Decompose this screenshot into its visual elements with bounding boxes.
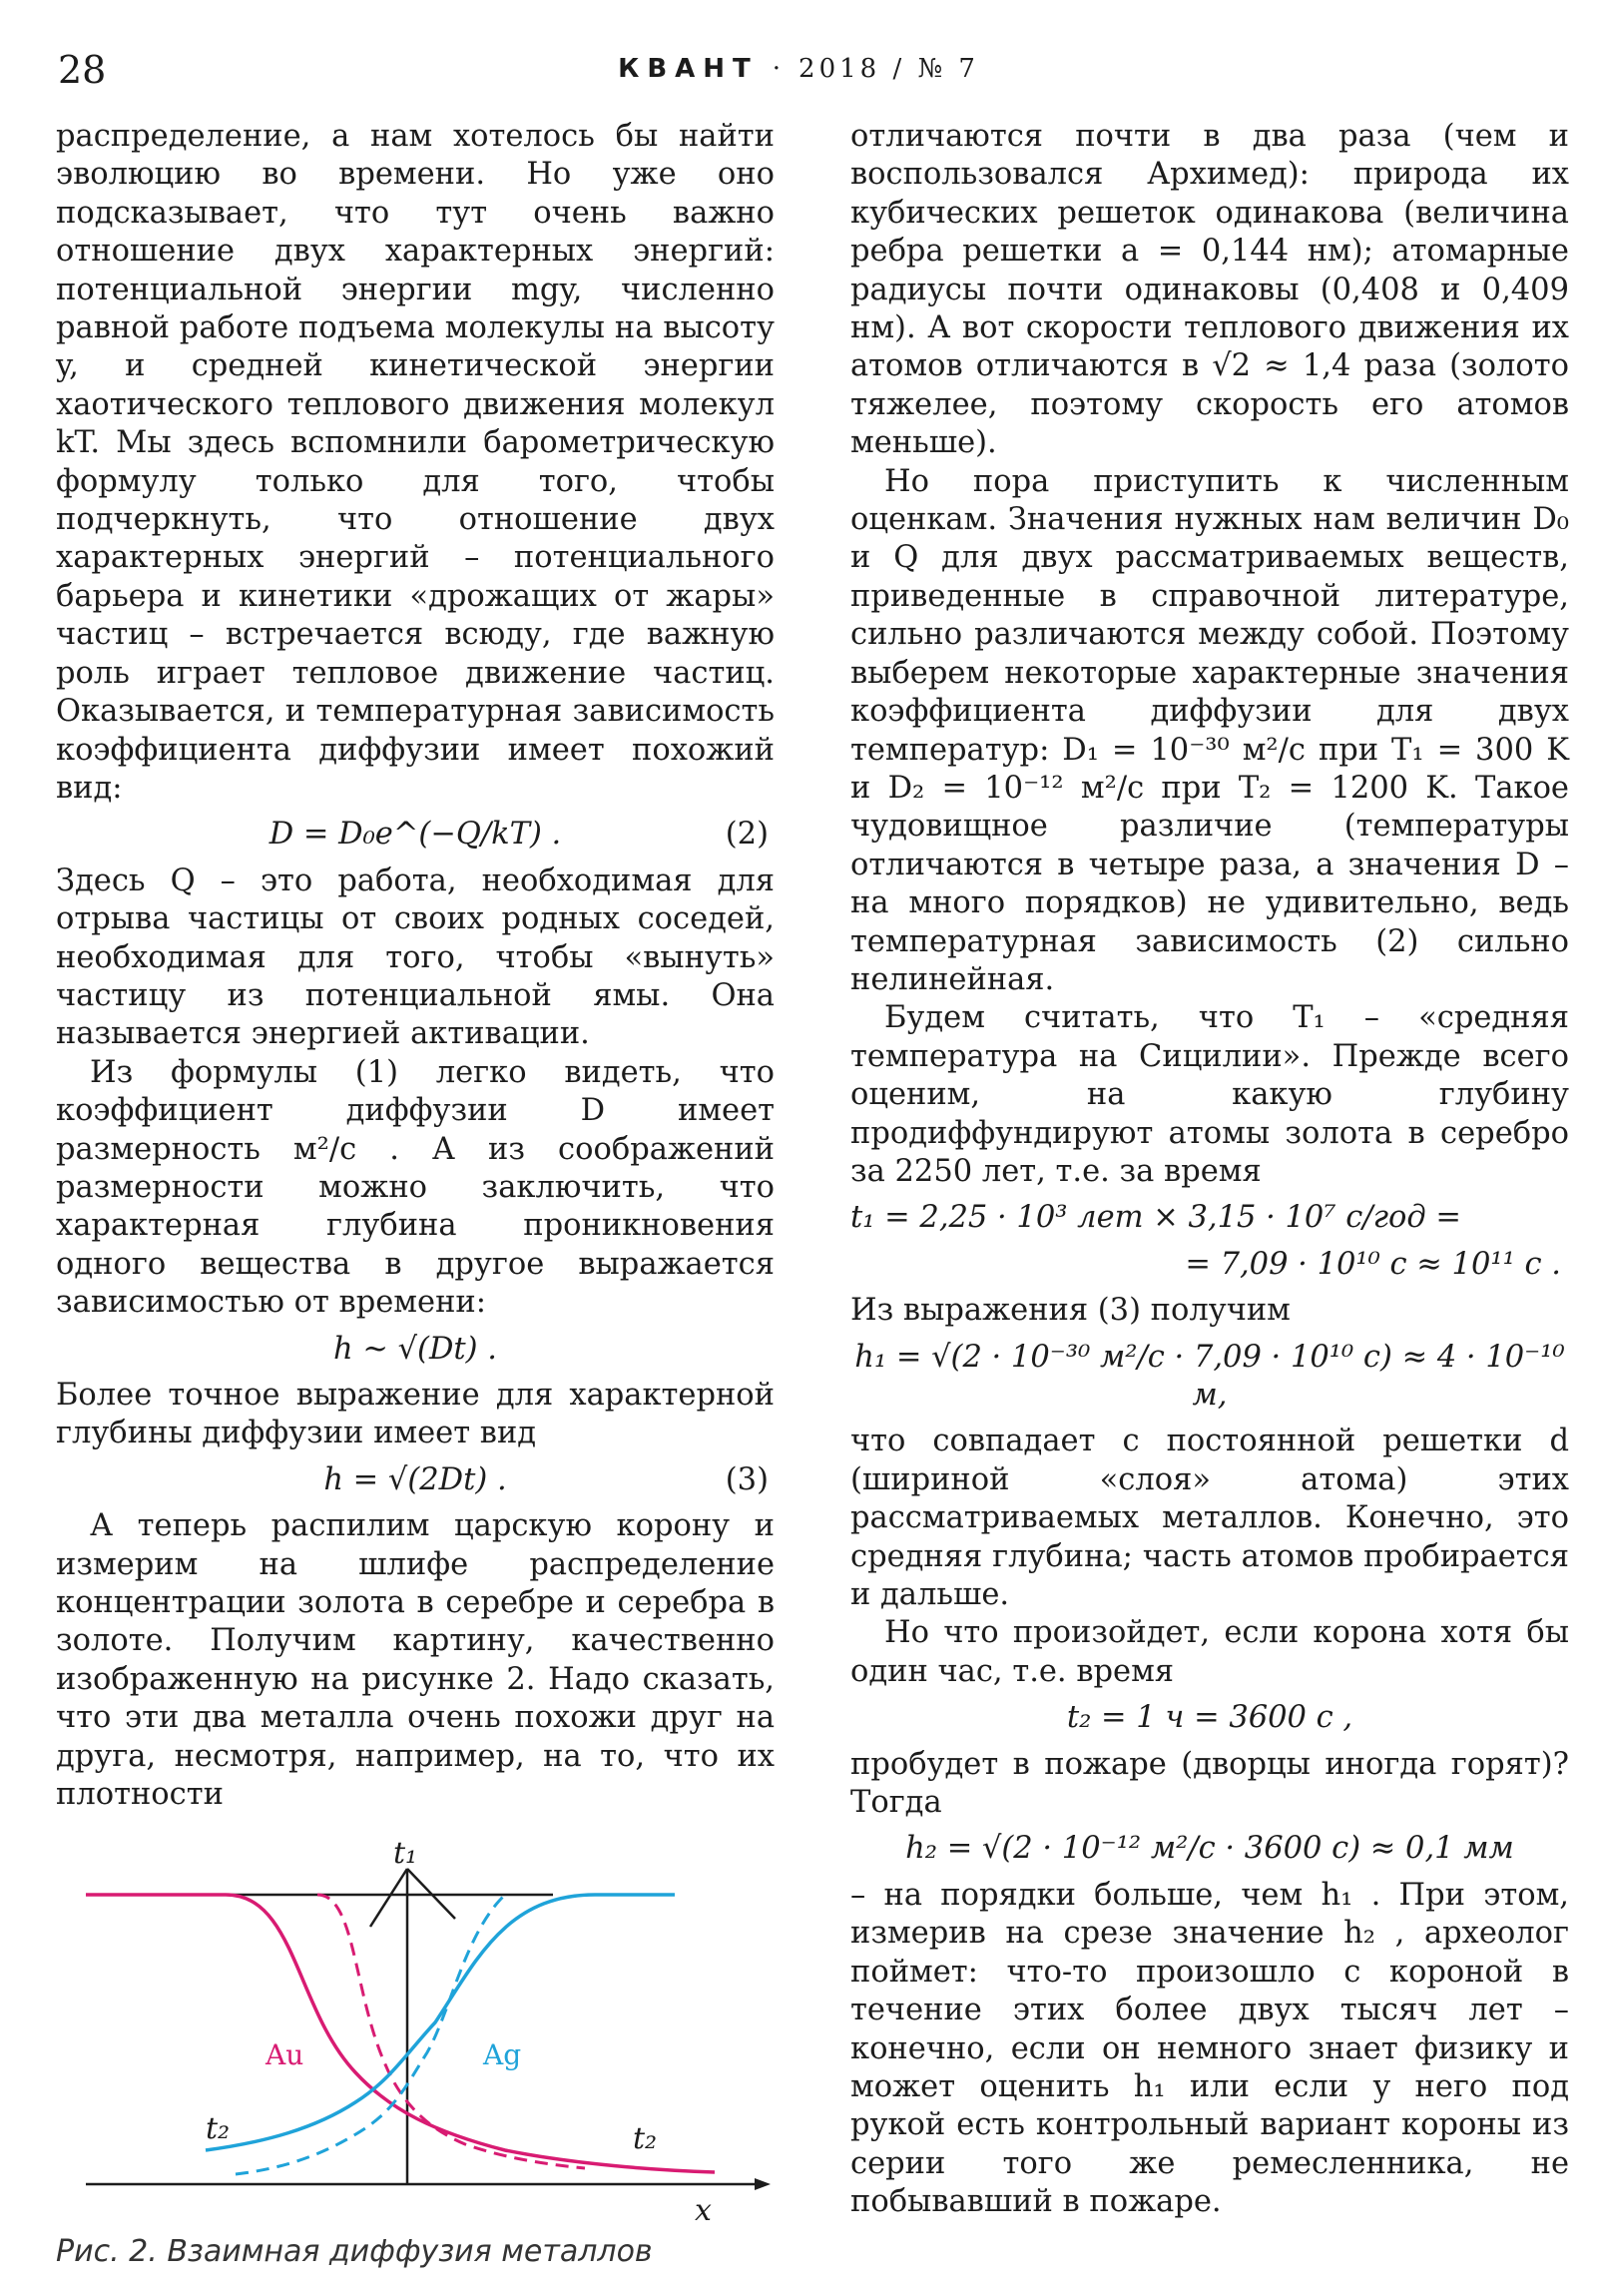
formula-3 — [56, 1461, 775, 1499]
paragraph: пробудет в пожаре (дворцы иногда горят)? Тогда — [850, 1746, 1569, 1821]
formula-h2 — [850, 1830, 1569, 1868]
label-x: x — [695, 2193, 712, 2228]
label-au: Au — [266, 2038, 304, 2071]
issue-number: 2018 / № 7 — [798, 54, 979, 84]
paragraph: Но пора приступить к численным оценкам. Значения нужных нам величин D₀ и Q для двух рассматриваемых веществ, приведенные в справочной литературе, сильно различаются между собой. Поэтому выберем некоторые характерные значения коэффициента диффузии для двух температур: D₁ = 10⁻³⁰ м²/с при T₁ = 300 K и D₂ = 10⁻¹² м²/с при T₂ = 1200 K. Такое чудовищное различие (температуры отличаются в четыре раза, а значения D – на много порядков) не удивительно, ведь температурная зависимость (2) сильно нелинейная. — [850, 463, 1569, 997]
formula-text: t₁ = 2,25 · 10³ лет × 3,15 · 10⁷ с/год = — [850, 1200, 1461, 1236]
formula-t1-line2 — [850, 1246, 1569, 1284]
label-t2-right: t₂ — [633, 2121, 658, 2156]
right-column — [850, 118, 1569, 2222]
equation-number: (3) — [725, 1461, 769, 1497]
au-curve-t2 — [86, 1895, 715, 2172]
journal-title: КВАНТ — [618, 54, 759, 84]
formula-text: h ~ √(Dt) . — [333, 1331, 497, 1367]
paragraph: Будем считать, что T₁ – «средняя температура на Сицилии». Прежде всего оценим, на какую глубину продиффундируют атомы золота в серебро за 2250 лет, т.е. за время — [850, 1000, 1569, 1189]
paragraph: Здесь Q – это работа, необходимая для отрыва частицы от своих родных соседей, необходимая для того, чтобы «вынуть» частицу из потенциальной ямы. Она называется энергией активации. — [56, 862, 775, 1052]
paragraph: – на порядки больше, чем h₁ . При этом, измерив на срезе значение h₂ , археолог поймет: что-то произошло с короной в течение этих более двух тысяч лет – конечно, если он немного знает физику и может оценить h₁ или если у него под рукой есть контрольный вариант короны из серии того же ремесленника, не побывавший в пожаре. — [850, 1877, 1569, 2220]
paragraph: распределение, а нам хотелось бы найти эволюцию во времени. Но уже оно подсказывает, что тут очень важно отношение двух характерных энергий: потенциальной энергии mgy, численно равной работе подъема молекулы на высоту y, и средней кинетической энергии хаотического теплового движения молекул kT. Мы здесь вспомнили барометрическую формулу только для того, чтобы подчеркнуть, что отношение двух характерных энергий – потенциального барьера и кинетики «дрожащих от жары» частиц – встречается всюду, где важную роль играет тепловое движение частиц. Оказывается, и температурная зависимость коэффициента диффузии имеет похожий вид: — [56, 119, 775, 806]
ag-curve-t1 — [236, 1895, 505, 2174]
ag-curve-t2 — [206, 1895, 675, 2150]
label-t2-left: t₂ — [206, 2111, 231, 2146]
formula-text: h₂ = √(2 · 10⁻¹² м²/с · 3600 с) ≈ 0,1 мм — [905, 1831, 1514, 1867]
t1-pointer — [370, 1869, 455, 1927]
label-t1: t₁ — [393, 1836, 418, 1871]
formula-text: = 7,09 · 10¹⁰ с ≈ 10¹¹ с . — [1185, 1246, 1561, 1282]
paragraph: Из выражения (3) получим — [850, 1293, 1291, 1329]
paragraph: Но что произойдет, если корона хотя бы один час, т.е. время — [850, 1615, 1569, 1689]
formula-text: t₂ = 1 ч = 3600 с , — [1066, 1700, 1353, 1736]
paragraph: А теперь распилим царскую корону и измерим на шлифе распределение концентрации золота в серебре и серебра в золоте. Получим картину, качественно изображенную на рисунке 2. Надо сказать, что эти два металла очень похожи друг на друга, несмотря, например, на то, что их плотности — [56, 1508, 775, 1813]
formula-text: D = D₀e^(−Q/kT) . — [268, 817, 562, 853]
x-axis-arrow — [755, 2178, 771, 2190]
paragraph: что совпадает с постоянной решетки d (шириной «слоя» атома) этих рассматриваемых металлов. Конечно, это средняя глубина; часть атомов пробирается и дальше. — [850, 1424, 1569, 1613]
label-ag: Ag — [483, 2038, 522, 2071]
formula-h — [56, 1331, 775, 1369]
formula-text: h₁ = √(2 · 10⁻³⁰ м²/с · 7,09 · 10¹⁰ с) ≈ 4 · 10⁻¹⁰ м, — [854, 1339, 1565, 1413]
left-column — [56, 118, 775, 1814]
formula-text: h = √(2Dt) . — [323, 1461, 507, 1497]
paragraph: Из формулы (1) легко видеть, что коэффициент диффузии D имеет размерность м²/с . А из соображений размерности можно заключить, что характерная глубина проникновения одного вещества в другое выражается зависимостью от времени: — [56, 1054, 775, 1321]
formula-t1-line1 — [850, 1199, 1569, 1237]
figure-caption: Рис. 2. Взаимная диффузия металлов — [56, 2234, 653, 2269]
paragraph: Более точное выражение для характерной глубины диффузии имеет вид — [56, 1378, 775, 1451]
formula-t2 — [850, 1699, 1569, 1737]
paragraph: отличаются почти в два раза (чем и воспользовался Архимед): природа их кубических решеток одинакова (величина ребра решетки a = 0,144 нм); атомарные радиусы почти одинаковы (0,408 и 0,409 нм). А вот скорости теплового движения их атомов отличаются в √2 ≈ 1,4 раза (золото тяжелее, поэтому скорость его атомов меньше). — [850, 119, 1569, 461]
equation-number: (2) — [725, 817, 769, 853]
diffusion-diagram — [56, 1833, 779, 2232]
page-number: 28 — [58, 48, 107, 92]
formula-h1 — [850, 1339, 1569, 1416]
au-curve-t1 — [317, 1895, 585, 2168]
running-head: КВАНТ · 2018 / № 7 — [618, 54, 979, 84]
formula-2 — [56, 816, 775, 854]
figure-2 — [56, 1833, 779, 2232]
